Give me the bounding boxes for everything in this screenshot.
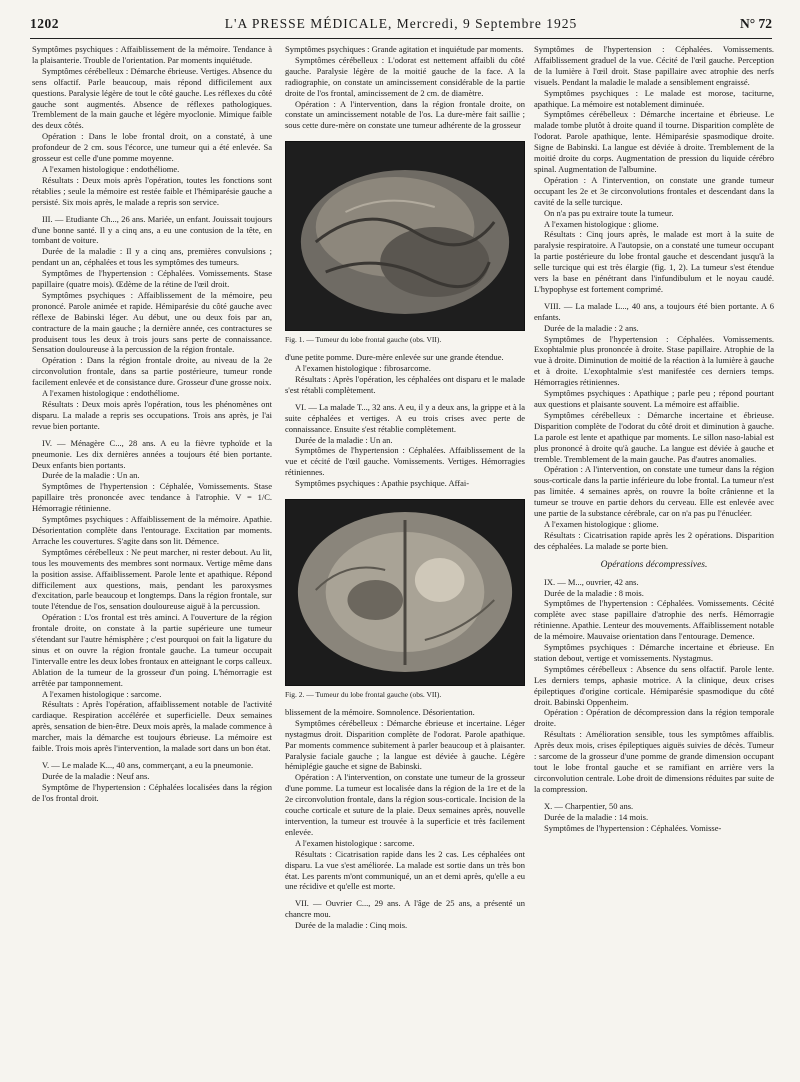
header-rule xyxy=(30,38,772,39)
paragraph: Résultats : Après l'opération, affaiblissement notable de l'activité cardiaque. Respiration accélérée et superficielle. Deux semaines après, sensation de bien-être. Deux mois après, la malade commence à marcher, mais la démarche est toujours ébrieuse. La mémoire est faible. Trois mois après l'intervention, la malade sort dans un bon état. xyxy=(32,699,272,754)
paragraph: Symptômes psychiques : Grande agitation et inquiétude par moments. xyxy=(285,44,524,54)
paragraph: Durée de la maladie : Il y a cinq ans, premières convulsions ; pendant un an, céphalées et tous les symptômes des tumeurs. xyxy=(32,246,272,268)
paragraph: Symptômes de l'hypertension : Céphalées. Vomissements. Cécité complète avec stase papillaire d'atrophie des nerfs. Hémorragie rétinienne. Apathie. Lenteur des mouvements. Affaiblissement notable de la mémoire. Mauvaise orientation dans l'entourage. Demence. xyxy=(534,598,774,642)
paragraph: Opération : A l'intervention, dans la région frontale droite, on constate un amincissement notable de l'os. La dure-mère fait saillie ; sous cette dure-mère on constate une tumeur adhérente de la grosseur xyxy=(285,98,525,131)
brain-specimen-image xyxy=(286,142,524,330)
paragraph: Symptômes psychiques : Démarche incertaine et ébrieuse. En station debout, vertige et vomissements. Nystagmus. xyxy=(534,642,774,663)
paragraph: Symptômes de l'hypertension : Céphalées. Vomissements. Stase papillaire (quatre mois). Œdème de la rétine de l'œil droit. xyxy=(32,268,272,290)
figure-2-photo xyxy=(285,499,525,686)
figure-1-caption: Fig. 1. — Tumeur du lobe frontal gauche (obs. VII). xyxy=(285,335,442,345)
paragraph: Symptômes cérébelleux : Démarche incertaine et ébrieuse. Disparition complète de l'odorat du côté droit et diminution à gauche. La parole est lente et apathique par moments. Le sillon naso-labial est plus prononcé à droite qu'à gauche. La langue est déviée à gauche et tremble. Tremblement de la main gauche. Pas d'autres anomalies. xyxy=(534,409,774,464)
paragraph: Symptôme de l'hypertension : Céphalées localisées dans la région de l'os frontal droit. xyxy=(32,781,272,803)
paragraph: Durée de la maladie : Un an. xyxy=(295,434,393,445)
paragraph: Opération : Dans la région frontale droite, au niveau de la 2e circonvolution frontale, dans sa partie postérieure, tumeur ronde facilement enlevée et de consistance dure. Grosseur d'une grosse noix. xyxy=(32,355,272,388)
paragraph: Symptômes psychiques : Apathie psychique. Affai- xyxy=(295,478,470,489)
paragraph: On n'a pas pu extraire toute la tumeur. xyxy=(544,207,674,218)
column-3 xyxy=(534,44,774,1082)
paragraph: d'une petite pomme. Dure-mère enlevée sur une grande étendue. xyxy=(285,352,504,363)
case-heading-4: IV. — Ménagère C..., 28 ans. A eu la fièvre typhoïde et la pneumonie. Les dix dernières années a toujours été bien portante. Deux enfants bien portants. xyxy=(32,437,272,470)
paragraph: Symptômes cérébelleux : L'odorat est nettement affaibli du côté gauche. Paralysie légère de la moitié gauche de la face. A la radiographie, on constate un amincissement considérable de la partie droite de l'os frontal, amincissement de 2 cm. de diamètre. xyxy=(285,54,525,98)
paragraph: Symptômes de l'hypertension : Céphalée, Vomissements. Stase papillaire très prononcée avec tendance à l'atrophie. V = 1/C. Hémorragie rétinienne. xyxy=(32,481,272,514)
paragraph: Résultats : Cicatrisation rapide dans les 2 cas. Les céphalées ont disparu. La vue s'est améliorée. La malade est sortie dans un très bon état. Les parents m'ont communiqué, un an et demi après, qu'elle a eu une récidive et qu'elle est morte. xyxy=(285,848,525,892)
column-2 xyxy=(285,44,525,1082)
paragraph: blissement de la mémoire. Somnolence. Désorientation. xyxy=(285,706,475,717)
paragraph: Symptômes cérébelleux : Démarche ébrieuse. Vertiges. Absence du sens olfactif. Parle beaucoup, mais répond difficilement aux questions. Paralysie légère de tout le côté gauche. Les réflexes du côté gauche sont augmentés. Absence de réflexes pathologiques. Tremblement de la main gauche et légère myoclonie. Mimique faible des deux côtés. xyxy=(32,65,272,131)
issue-number: N° 72 xyxy=(739,16,772,31)
paragraph: Symptômes psychiques : Le malade est morose, taciturne, apathique. La mémoire est notablement diminuée. xyxy=(534,87,774,109)
paragraph: A l'examen histologique : endothéliome. xyxy=(42,163,180,174)
paragraph: Opération : L'os frontal est très aminci. A l'ouverture de la région frontale droite, on constate à la partie supérieure une tumeur s'étendant sur l'autre hémisphère ; c'est pourquoi on fait la ligature du sinus et on ouvre la région frontale gauche. La tumeur occupait l'intervalle entre les deux lobes frontaux en atteignant le corps calleux. Ablation de la tumeur de la grosseur d'un poing. L'hémorragie est arrêtée par tamponnement. xyxy=(32,612,272,688)
paragraph: Symptômes psychiques : Affaiblissement de la mémoire, peu prononcé. Parole animée et rapide. Hémiparésie du côté gauche avec réflexe de Babinski léger. Au début, une ou deux fois par an, contracture de la main gauche ; la dernière année, ces contractures se produisent tous les deux à trois jours sans perte de connaissance. Sensation douloureuse à la percussion de la région frontale. xyxy=(32,289,272,355)
paragraph: Symptômes psychiques : Affaiblissement de la mémoire. Tendance à la plaisanterie. Trouble de l'orientation. Par moments inquiétude. xyxy=(32,44,272,65)
paragraph: Symptômes psychiques : Affaiblissement de la mémoire. Apathie. Désorientation complète dans l'entourage. Excitation par moments. Arrache les couvertures. S'agite dans son lit. Démence. xyxy=(32,514,272,546)
paragraph: Durée de la maladie : 2 ans. xyxy=(544,322,639,333)
case-heading-10: X. — Charpentier, 50 ans. xyxy=(544,800,634,811)
paragraph: Résultats : Après l'opération, les céphalées ont disparu et le malade s'est rétabli complètement. xyxy=(285,373,525,395)
paragraph: A l'examen histologique : gliome. xyxy=(544,218,659,229)
case-heading-8: VIII. — La malade L..., 40 ans, a toujours été bien portante. A 6 enfants. xyxy=(534,300,774,322)
paragraph: Résultats : Amélioration sensible, tous les symptômes affaiblis. Après deux mois, crises épileptiques aiguës suivies de décès. Tumeur : sarcome de la grosseur d'une pomme de grande dimension occupant tout le lobe frontal gauche et se ramifiant en arrière vers la circonvolution centrale. Lobe droit de dimensions réduites par suite de la compression. xyxy=(534,729,774,794)
case-heading-7: VII. — Ouvrier C..., 29 ans. A l'âge de 25 ans, a présenté un chancre mou. xyxy=(285,898,525,920)
paragraph: Symptômes de l'hypertension : Céphalées. Affaiblissement de la vue et cécité de l'œil gauche. Vomissements. Vertiges. Hémorragies rétiniennes. xyxy=(285,445,525,478)
case-heading-3: III. — Etudiante Ch..., 26 ans. Mariée, un enfant. Jouissait toujours d'une bonne santé. Il y a cinq ans, a eu une contusion de la tête, en tombant de voiture. xyxy=(32,213,272,246)
paragraph: A l'examen histologique : endothéliome. xyxy=(42,388,180,399)
paragraph: A l'examen histologique : fibrosarcome. xyxy=(295,363,431,374)
paragraph: Symptômes de l'hypertension : Céphalées. Vomissements. Exophtalmie plus prononcée à droite. Stase papillaire. Atrophie de la vue à droite. Diminution de moitié de la réaction à la lumière à gauche et à droite. L'exophtalmie s'est manifestée ces derniers temps. Hémorragies rétiniennes. xyxy=(534,333,774,388)
paragraph: Symptômes de l'hypertension : Céphalées. Vomissements. Affaiblissement graduel de la vue. Cécité de l'œil gauche. Perception de la lumière à l'œil droit. Stase papillaire avec atrophie des nerfs visuels. Pendant la maladie le malade a sensiblement engraissé. xyxy=(534,44,774,87)
paragraph: Symptômes cérébelleux : Ne peut marcher, ni rester debout. Au lit, tous les mouvements des membres sont normaux. Vertige même dans la position assise. Affaiblissement. Parole lente et apathique. Répond difficilement aux questions, mais, pendant les paroxysmes d'excitation, parle beaucoup et longtemps. Dans la région frontale, sur toute l'étendue de l'os, sensation douloureuse aiguë à la percussion. xyxy=(32,546,272,612)
paragraph: A l'examen histologique : sarcome. xyxy=(42,688,162,699)
paragraph: Résultats : Deux mois après l'opération, tous les phénomènes ont disparu. La malade a repris ses occupations. Trois ans après, je l'ai revue bien portante. xyxy=(32,399,272,431)
paragraph: Opération : Opération de décompression dans la région temporale droite. xyxy=(534,707,774,729)
page-header xyxy=(30,16,772,38)
case-heading-6: VI. — La malade T..., 32 ans. A eu, il y a deux ans, la grippe et à la suite céphalées et vertiges. A eu trois crises avec perte de connaissance. Ensuite s'est rétablie complètement. xyxy=(285,401,525,434)
paragraph: A l'examen histologique : sarcome. xyxy=(295,837,415,848)
case-heading-9: IX. — M..., ouvrier, 42 ans. xyxy=(544,576,639,587)
paragraph: Durée de la maladie : Un an. xyxy=(42,470,140,481)
paragraph: Durée de la maladie : Cinq mois. xyxy=(295,920,408,931)
section-title: Opérations décompressives. xyxy=(600,559,708,570)
case-heading-5: V. — Le malade K..., 40 ans, commerçant, a eu la pneumonie. xyxy=(42,760,254,770)
paragraph: Résultats : Cicatrisation rapide après les 2 opérations. Disparition des céphalées. La malade se porte bien. xyxy=(534,529,774,551)
paragraph: Symptômes cérébelleux : Absence du sens olfactif. Parole lente. Les derniers temps, aphasie motrice. A la clinique, deux crises épileptiques d'origine corticale. Hémiparésie spasmodique du côté droit. Babinski Oppenheim. xyxy=(534,663,774,707)
paragraph: Symptômes cérébelleux : Démarche incertaine et ébrieuse. Le malade tombe plutôt à droite quand il tourne. Disparition complète de l'odorat. Parole apathique, lente. Hémiparésie spasmodique droite. Signe de Babinski. La langue est déviée à droite. Tremblement de la moitié droite du corps. Augmentation de pression du liquide cérébro spinal. Augmentation de l'albumine. xyxy=(534,109,774,174)
brain-section-image xyxy=(286,500,524,685)
column-1 xyxy=(32,44,272,1082)
paragraph: A l'examen histologique : gliome. xyxy=(544,518,659,529)
paragraph: Symptômes psychiques : Apathique ; parle peu ; répond pourtant aux questions et plaisante souvent. La mémoire est affaiblie. xyxy=(534,388,774,409)
paragraph: Symptômes de l'hypertension : Céphalées. Vomisse- xyxy=(544,822,722,833)
paragraph: Opération : A l'intervention, on constate une grande tumeur occupant les 2e et 3e circonvolutions frontales et descendant dans la cavité de la selle turcique. xyxy=(534,174,774,207)
paragraph: Symptômes cérébelleux : Démarche ébrieuse et incertaine. Léger nystagmus droit. Disparition complète de l'odorat. Parole apathique. Par moments commence subitement à parler beaucoup et à plaisanter. Paralysie faciale gauche ; la langue est déviée à gauche. Légère hémiplégie gauche et signe de Babinski. xyxy=(285,717,525,772)
page-number: 1202 xyxy=(30,16,59,31)
paragraph: Durée de la maladie : 8 mois. xyxy=(544,587,644,598)
journal-title: L'A PRESSE MÉDICALE, Mercredi, 9 Septembre 1925 xyxy=(224,16,578,31)
figure-1-photo xyxy=(285,141,525,331)
paragraph: Résultats : Deux mois après l'opération, toutes les fonctions sont rétablies ; seule la mémoire est restée faible et l'hémiparésie gauche a persisté. Six mois après, le malade a repris son service. xyxy=(32,174,272,207)
paragraph: Résultats : Cinq jours après, le malade est mort à la suite de paralysie respiratoire. A l'autopsie, on a constaté une tumeur occupant la partie postérieure du lobe frontal gauche et descendant jusqu'à la selle turcique qui est très élargie (fig. 1, 2). La tumeur s'est étendue vers la base en pénétrant dans l'infundibulum et le noyau caudé. L'hypophyse est fortement comprimé. xyxy=(534,229,774,294)
paragraph: Opération : Dans le lobe frontal droit, on a constaté, à une profondeur de 2 cm. sous l'écorce, une tumeur qui a été enlevée. Sa grosseur est celle d'une pomme moyenne. xyxy=(32,131,272,164)
paragraph: Opération : A l'intervention, on constate une tumeur de la grosseur d'une pomme. La tumeur est localisée dans la région de la 1re et de la 2e circonvolution frontale, dans la région sous-corticale. Incision de la couche corticale et suture de la plaie. Deux semaines après, nouvelle intervention, la tumeur est trouvée à la superficie et très facilement enlevée. xyxy=(285,772,525,837)
paragraph: Durée de la maladie : Neuf ans. xyxy=(42,770,150,781)
paragraph: Durée de la maladie : 14 mois. xyxy=(544,811,649,822)
figure-2-caption: Fig. 2. — Tumeur du lobe frontal gauche (obs. VII). xyxy=(285,690,442,700)
paragraph: Opération : A l'intervention, on constate une tumeur dans la région sous-corticale dans la partie inférieure du lobe frontal. La tumeur n'est pas limitée. 4 semaines après, on rouvre la boîte crânienne et la tumeur se trouve en partie dehors du cerveau. Elle est enlevée avec une partie de la substance cérébrale, car on n'a pas pu l'énucléer. xyxy=(534,464,774,519)
